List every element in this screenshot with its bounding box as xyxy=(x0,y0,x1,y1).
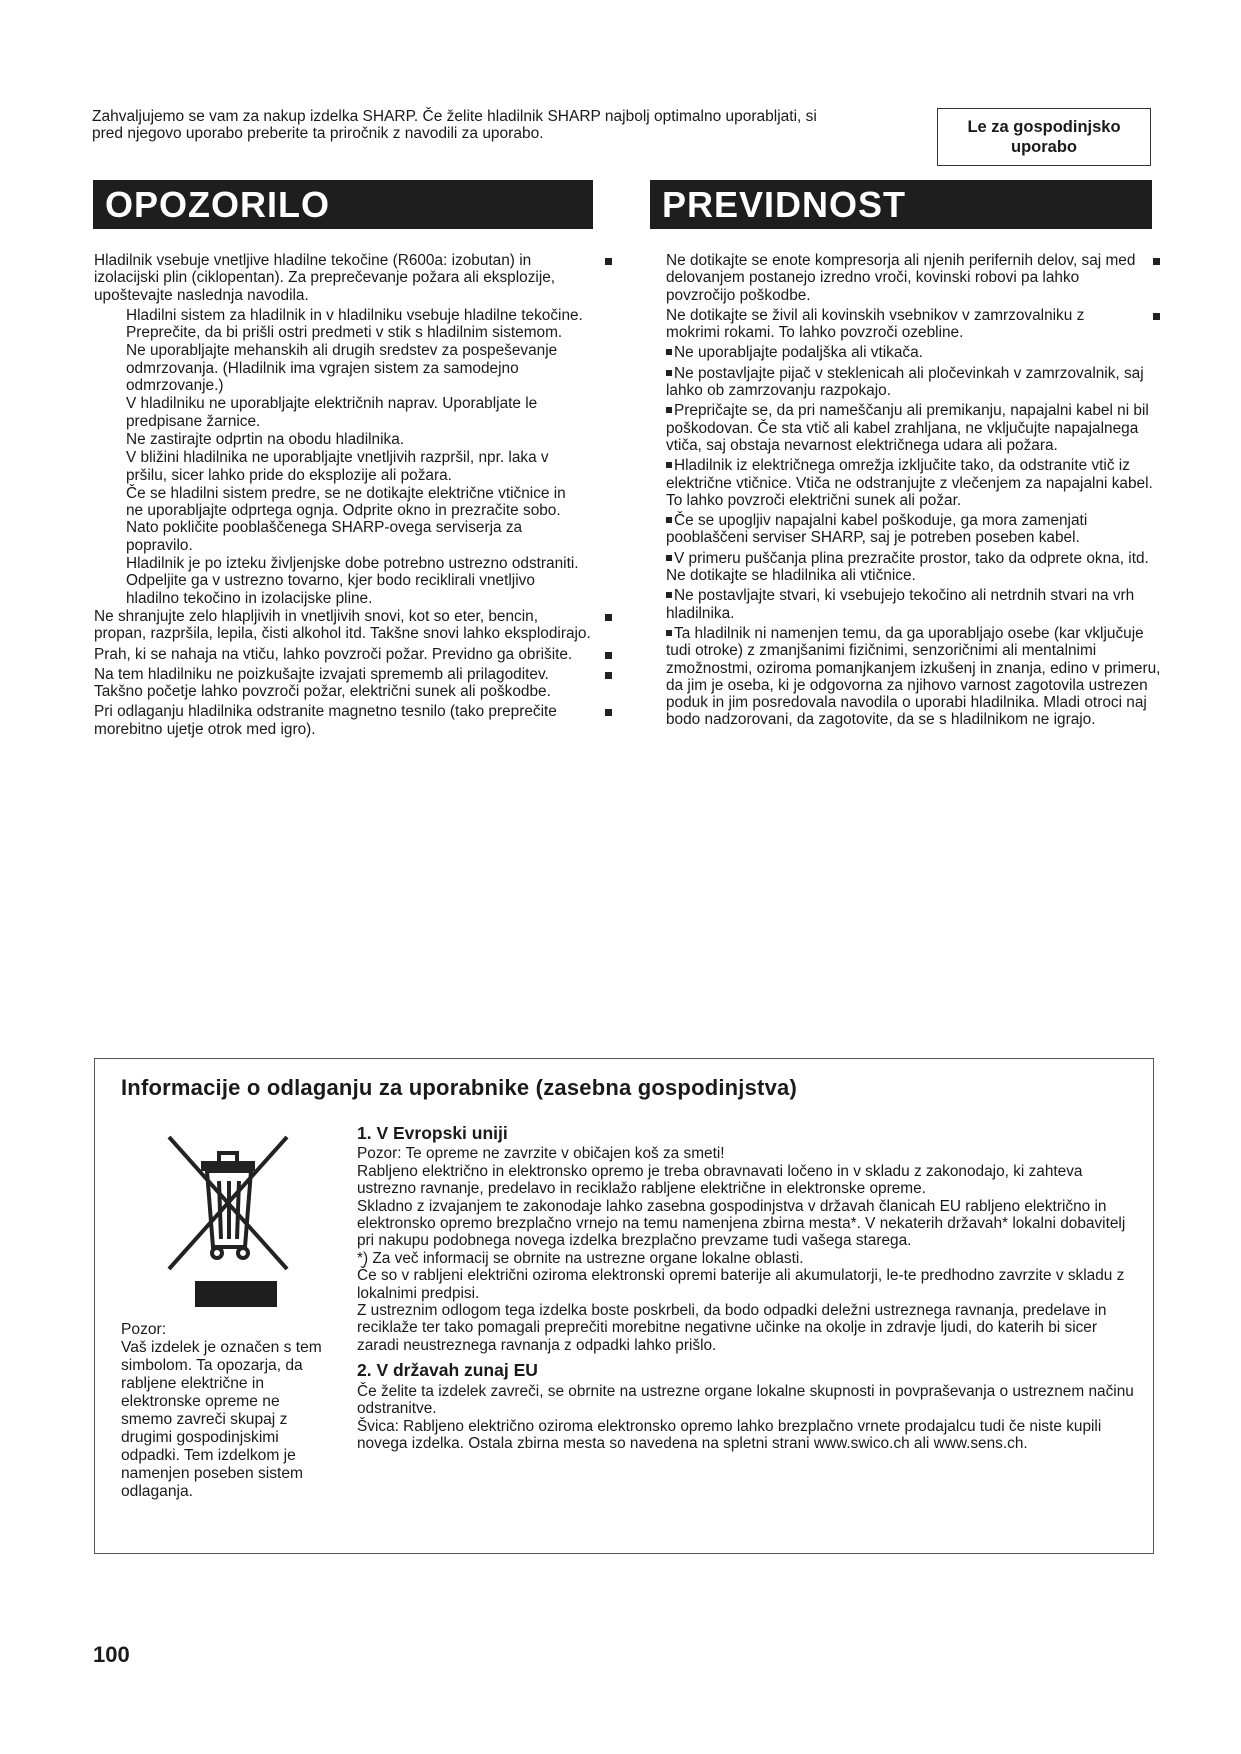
warning-title: OPOZORILO xyxy=(105,184,330,225)
page-number: 100 xyxy=(93,1642,130,1667)
non-eu-heading: 2. V državah zunaj EU xyxy=(357,1360,538,1381)
caution-title: PREVIDNOST xyxy=(662,184,907,225)
caution-item: Če se upogljiv napajalni kabel poškoduje, ga mora zamenjati pooblaščeni serviser SHARP, saj je potreben poseben kabel. xyxy=(666,512,1164,547)
warning-item: Prah, ki se nahaja na vtiču, lahko povzroči požar. Previdno ga obrišite. xyxy=(94,646,616,663)
warning-item: Pri odlaganju hladilnika odstranite magnetno tesnilo (tako preprečite morebitno ujetje otrok med igro). xyxy=(94,703,616,738)
warning-item: Ne shranjujte zelo hlapljivih in vnetljivih snovi, kot so eter, bencin, propan, razpršila, lepila, čisti alkohol itd. Takšne snovi lahko eksplodirajo. xyxy=(94,608,616,643)
intro-text xyxy=(92,108,832,142)
eu-paragraph: Če so v rabljeni električni oziroma elektronski opremi baterije ali akumulatorji, le-te predhodno zavrzite v skladu z lokalnimi predpisi. xyxy=(357,1267,1125,1302)
bin-underline-bar xyxy=(195,1281,277,1307)
caution-item: Ne postavljajte pijač v steklenicah ali pločevinkah v zamrzovalnik, saj lahko ob zamrzovanju razpokajo. xyxy=(666,365,1164,400)
warning-item: Hladilnik vsebuje vnetljive hladilne tekočine (R600a: izobutan) in izolacijski plin (ciklopentan). Za preprečevanje požara ali eksplozije, upoštevajte naslednja navodila. xyxy=(94,252,616,304)
eu-paragraph: Pozor: Te opreme ne zavrzite v običajen koš za smeti! xyxy=(357,1145,725,1163)
symbol-note xyxy=(121,1321,326,1501)
caution-item: Ta hladilnik ni namenjen temu, da ga uporabljajo osebe (kar vključuje tudi otroke) z zmanjšanimi fizičnimi, senzoričnimi ali mentalnimi zmožnostmi, oziroma pomanjkanjem izkušenj in znanja, edino v primeru, da jim je oseba, ki je odgovorna za njihovo varnost zagotovila ustrezen poduk in jim posredovala navodila o uporabi hladilnika. Mladi otroci naj bodo nadzorovani, da zagotovite, da se s hladilnikom ne igrajo. xyxy=(666,625,1164,729)
disposal-info-box xyxy=(94,1058,1154,1554)
caution-item: Ne uporabljajte podaljška ali vtikača. xyxy=(666,344,1164,361)
symbol-note-body: Vaš izdelek je označen s tem simbolom. Ta opozarja, da rabljene električne in elektronske opreme ne smemo zavreči skupaj z drugimi gospodinjskimi odpadki. Tem izdelkom je namenjen poseben sistem odlaganja. xyxy=(121,1339,322,1500)
disposal-instructions xyxy=(357,1125,1137,1452)
eu-paragraph: *) Za več informacij se obrnite na ustrezne organe lokalne oblasti. xyxy=(357,1249,804,1267)
non-eu-paragraph: Švica: Rabljeno električno oziroma elektronsko opremo lahko brezplačno vrnete prodajalcu tudi če niste kupili novega izdelka. Ostala zbirna mesta so navedena na spletni strani www.swico.ch ali www.sens.ch. xyxy=(357,1417,1102,1452)
warning-subitem: Hladilnik je po izteku življenjske dobe potrebno ustrezno odstraniti. Odpeljite ga v ustrezno tovarno, kjer bodo reciklirali vnetljivo hladilno tekočino in izolacijske pline. xyxy=(126,555,579,607)
intro-paragraph: Zahvaljujemo se vam za nakup izdelka SHARP. Če želite hladilnik SHARP najbolj optimalno uporabljati, si pred njegovo uporabo preberite ta priročnik z navodili za uporabo. xyxy=(92,108,817,142)
eu-paragraph: Skladno z izvajanjem te zakonodaje lahko zasebna gospodinjstva v državah članicah EU rabljeno električno in elektronsko opremo brezplačno vrnejo na temu namenjena zbirna mesta*. V nekaterih državah* lokalni dobavitelj pri nakupu podobnega novega izdelka brezplačno prevzame tudi vašega starega. xyxy=(357,1197,1126,1250)
household-use-badge xyxy=(937,108,1151,166)
caution-item: Ne postavljajte stvari, ki vsebujejo tekočino ali netrdnih stvari na vrh hladilnika. xyxy=(666,587,1164,622)
caution-item: V primeru puščanja plina prezračite prostor, tako da odprete okna, itd. Ne dotikajte se hladilnika ali vtičnice. xyxy=(666,550,1164,585)
eu-paragraph: Rabljeno električno in elektronsko opremo je treba obravnavati ločeno in v skladu z zakonodajo, ki zahteva ustrezno ravnanje, predelavo in reciklažo rabljene električne in elektronske opreme. xyxy=(357,1162,1083,1198)
caution-item: Hladilnik iz električnega omrežja izključite tako, da odstranite vtič iz električne vtičnice. Vtiča ne odstranjujte z vlečenjem za napajalni kabel. To lahko povzroči električni sunek ali požar. xyxy=(666,457,1164,509)
eu-paragraph: Z ustreznim odlogom tega izdelka boste poskrbeli, da bodo odpadki deležni ustreznega ravnanja, predelave in reciklaže ter tako pomagali preprečiti morebitne negativne učinke na okolje in zdravje ljudi, do katerih bi sicer zaradi neustreznega ravnanja z odpadki lahko prišlo. xyxy=(357,1302,1107,1354)
caution-item: Prepričajte se, da pri nameščanju ali premikanju, napajalni kabel ni bil poškodovan. Če sta vtič ali kabel zrahljana, ne vključujte napajalnega vtiča, saj obstaja nevarnost električnega udara ali požara. xyxy=(666,402,1164,454)
warning-subitem: Hladilni sistem za hladilnik in v hladilniku vsebuje hladilne tekočine. Preprečite, da bi prišli ostri predmeti v stik s hladilnim sistemom. xyxy=(126,306,583,342)
caution-banner xyxy=(650,180,1152,229)
warning-subitem: Ne zastirajte odprtin na obodu hladilnika. xyxy=(126,430,405,448)
symbol-note-heading: Pozor: xyxy=(121,1321,167,1338)
warning-subitem: V hladilniku ne uporabljajte električnih naprav. Uporabljate le predpisane žarnice. xyxy=(126,395,538,430)
warning-subitem: Ne uporabljajte mehanskih ali drugih sredstev za pospeševanje odmrzovanja. (Hladilnik ima vgrajen sistem za samodejno odmrzovanje.) xyxy=(126,342,558,395)
warning-banner xyxy=(93,180,593,229)
warning-subitem: Če se hladilni sistem predre, se ne dotikajte električne vtičnice in ne uporabljajte odprtega ognja. Odprite okno in prezračite sobo. Nato pokličite pooblaščenega SHARP-ovega serviserja za popravilo. xyxy=(126,484,566,554)
non-eu-paragraph: Če želite ta izdelek zavreči, se obrnite na ustrezne organe lokalne skupnosti in povpraševanja o ustreznem načinu odstranitve. xyxy=(357,1382,1134,1418)
disposal-title: Informacije o odlaganju za uporabnike (zasebna gospodinjstva) xyxy=(121,1075,797,1100)
warning-item: Na tem hladilniku ne poizkušajte izvajati sprememb ali prilagoditev. Takšno početje lahko povzroči požar, električni sunek ali poškodbe. xyxy=(94,666,616,701)
caution-item: Ne dotikajte se enote kompresorja ali njenih perifernih delov, saj med delovanjem postanejo izredno vroči, kovinski robovi pa lahko povzročijo poškodbe. xyxy=(666,252,1164,304)
badge-label: Le za gospodinjsko uporabo xyxy=(967,118,1121,156)
caution-item: Ne dotikajte se živil ali kovinskih vsebnikov v zamrzovalniku z mokrimi rokami. To lahko povzroči ozebline. xyxy=(666,307,1164,342)
warning-subitem: V bližini hladilnika ne uporabljajte vnetljivih razpršil, npr. laka v pršilu, sicer lahko pride do eksplozije ali požara. xyxy=(126,449,549,484)
eu-heading: 1. V Evropski uniji xyxy=(357,1123,508,1143)
warning-list xyxy=(94,252,616,741)
caution-list xyxy=(666,252,1164,732)
